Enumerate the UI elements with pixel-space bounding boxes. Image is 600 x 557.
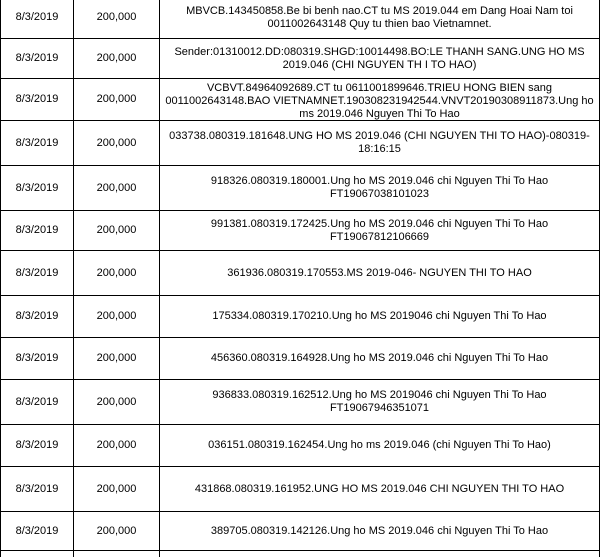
- description-cell: [160, 467, 600, 512]
- amount-cell: 200,000: [74, 512, 160, 551]
- table-row: [1, 121, 600, 166]
- date-cell: 8/3/2019: [1, 425, 74, 467]
- description-text: 361936.080319.170553.MS 2019-046- NGUYEN THI TO HAO: [227, 266, 532, 279]
- table-row: [1, 512, 600, 551]
- amount-cell: 200,000: [74, 380, 160, 425]
- description-cell: [160, 380, 600, 425]
- description-text: 991381.080319.172425.Ung ho MS 2019.046 chi Nguyen Thi To Hao FT19067812106669: [210, 217, 549, 243]
- table-row: [1, 425, 600, 467]
- date-cell: 8/3/2019: [1, 512, 74, 551]
- description-text: 036151.080319.162454.Ung ho ms 2019.046 (chi Nguyen Thi To Hao): [208, 439, 551, 451]
- description-cell: [160, 338, 600, 380]
- date-cell: 8/3/2019: [1, 39, 74, 79]
- description-cell: [160, 79, 600, 121]
- description-cell: [160, 251, 600, 296]
- amount-cell: 200,000: [74, 296, 160, 338]
- date-cell: 8/3/2019: [1, 211, 74, 251]
- amount-cell: 200,000: [74, 467, 160, 512]
- date-cell: 8/3/2019: [1, 338, 74, 380]
- description-cell: [160, 425, 600, 467]
- table-row: [1, 39, 600, 79]
- table-row: [1, 166, 600, 211]
- description-text: 456360.080319.164928.Ung ho MS 2019.046 chi Nguyen Thi To Hao: [210, 352, 549, 364]
- description-cell: [160, 166, 600, 211]
- table-row: [1, 380, 600, 425]
- table-row: [1, 338, 600, 380]
- description-text: 936833.080319.162512.Ung ho MS 2019046 chi Nguyen Thi To Hao FT19067946351071: [212, 389, 547, 414]
- description-text: MBVCB.143450858.Be bi benh nao.CT tu MS 2019.044 em Dang Hoai Nam toi 0011002643148 Quy tu thien bao Vietnamnet.: [186, 4, 573, 30]
- date-cell: 8/3/2019: [1, 380, 74, 425]
- table-row: [1, 79, 600, 121]
- amount-cell: 200,000: [74, 425, 160, 467]
- date-cell: 8/3/2019: [1, 166, 74, 211]
- description-cell: [160, 211, 600, 251]
- table-row: [1, 0, 600, 39]
- date-cell: 8/3/2019: [1, 296, 74, 338]
- amount-cell: 200,000: [74, 166, 160, 211]
- description-text: 431868.080319.161952.UNG HO MS 2019.046 CHI NGUYEN THI TO HAO: [194, 482, 565, 495]
- description-cell: [160, 39, 600, 79]
- description-cell: [160, 121, 600, 166]
- amount-cell: 200,000: [74, 211, 160, 251]
- description-cell: [160, 0, 600, 39]
- amount-cell: 200,000: [74, 0, 160, 39]
- table-row: [1, 296, 600, 338]
- description-cell: [160, 512, 600, 551]
- amount-cell: 200,000: [74, 338, 160, 380]
- description-text: Sender:01310012.DD:080319.SHGD:10014498.BO:LE THANH SANG.UNG HO MS 2019.046 (CHI NGUYEN TH I TO HAO): [174, 45, 585, 71]
- description-text: 389705.080319.142126.Ung ho MS 2019.046 chi Nguyen Thi To Hao: [210, 524, 549, 537]
- description-text: VCBVT.84964092689.CT tu 0611001899646.TRIEU HONG BIEN sang 0011002643148.BAO VIETNAMNET.190308231942544.VNVT20190308911873.Ung ho ms 2019.046 Nguyen Thi To Hao: [165, 82, 594, 120]
- amount-cell: 200,000: [74, 251, 160, 296]
- amount-cell: 200,000: [74, 39, 160, 79]
- description-cell: [160, 296, 600, 338]
- date-cell: 8/3/2019: [1, 79, 74, 121]
- date-cell: 8/3/2019: [1, 121, 74, 166]
- amount-cell: 200,000: [74, 121, 160, 166]
- amount-cell: 200,000: [74, 79, 160, 121]
- table-row: [1, 467, 600, 512]
- description-text: 918326.080319.180001.Ung ho MS 2019.046 chi Nguyen Thi To Hao FT19067038101023: [210, 175, 549, 200]
- description-text: 033738.080319.181648.UNG HO MS 2019.046 (CHI NGUYEN THI TO HAO)-080319-18:16:15: [169, 130, 590, 155]
- description-text: 175334.080319.170210.Ung ho MS 2019046 chi Nguyen Thi To Hao: [212, 310, 547, 322]
- table-row: [1, 251, 600, 296]
- date-cell: 8/3/2019: [1, 467, 74, 512]
- date-cell: 8/3/2019: [1, 0, 74, 39]
- table-row: [1, 211, 600, 251]
- date-cell: 8/3/2019: [1, 251, 74, 296]
